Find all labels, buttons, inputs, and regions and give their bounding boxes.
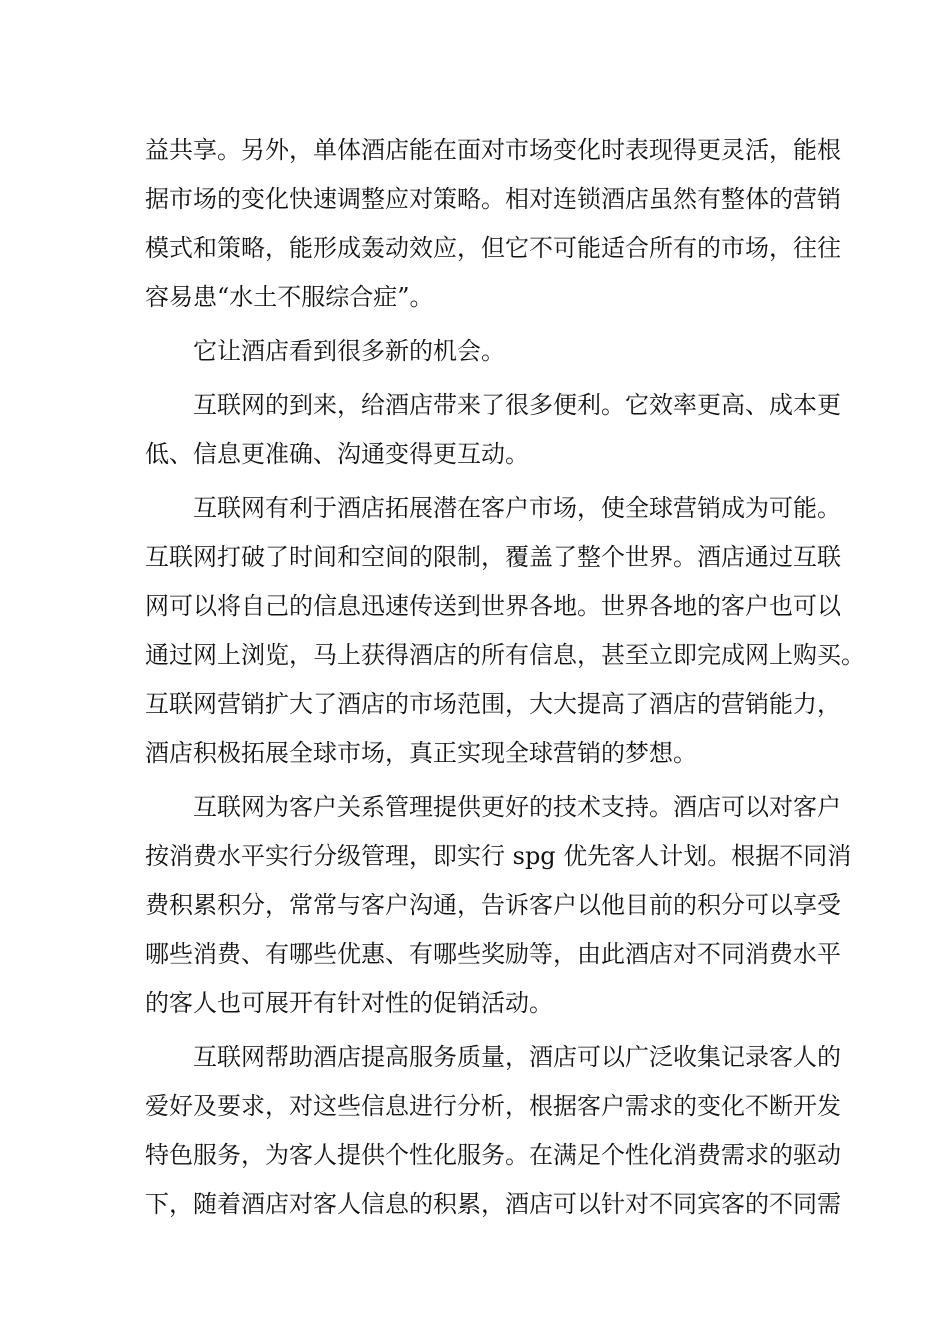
text-line: 的客人也可展开有针对性的促销活动。	[145, 989, 553, 1017]
text-line: 益共享。另外，单体酒店能在面对市场变化时表现得更灵活，能根	[145, 136, 841, 164]
text-line: 低、信息更准确、沟通变得更互动。	[145, 440, 529, 468]
text-line: 互联网有利于酒店拓展潜在客户市场，使全球营销成为可能。	[193, 494, 841, 522]
paragraph	[145, 783, 852, 1028]
document-body	[145, 126, 865, 1229]
text-line: 爱好及要求，对这些信息进行分析，根据客户需求的变化不断开发	[145, 1092, 841, 1120]
text-line: 特色服务，为客人提供个性化服务。在满足个性化消费需求的驱动	[145, 1141, 841, 1169]
paragraph-continuation	[145, 126, 841, 322]
text-line: 互联网营销扩大了酒店的市场范围，大大提高了酒店的营销能力，	[145, 690, 841, 718]
text-line: 通过网上浏览，马上获得酒店的所有信息，甚至立即完成网上购买。	[145, 641, 865, 669]
text-line: 互联网的到来，给酒店带来了很多便利。它效率更高、成本更	[193, 391, 841, 419]
text-line: 据市场的变化快速调整应对策略。相对连锁酒店虽然有整体的营销	[145, 185, 841, 213]
text-line: 网可以将自己的信息迅速传送到世界各地。世界各地的客户也可以	[145, 592, 841, 620]
text-line: 它让酒店看到很多新的机会。	[193, 337, 505, 365]
paragraph	[145, 1033, 841, 1229]
text-line: 费积累积分，常常与客户沟通，告诉客户以他目前的积分可以享受	[145, 891, 841, 919]
text-line: 模式和策略，能形成轰动效应，但它不可能适合所有的市场，往往	[145, 234, 841, 262]
text-line: 按消费水平实行分级管理，即实行 spg 优先客人计划。根据不同消	[145, 842, 852, 870]
text-line: 酒店积极拓展全球市场，真正实现全球营销的梦想。	[145, 739, 697, 767]
text-line: 互联网帮助酒店提高服务质量，酒店可以广泛收集记录客人的	[193, 1043, 841, 1071]
text-line: 哪些消费、有哪些优惠、有哪些奖励等，由此酒店对不同消费水平	[145, 940, 841, 968]
paragraph	[145, 327, 825, 376]
paragraph	[145, 484, 865, 778]
text-line: 互联网打破了时间和空间的限制，覆盖了整个世界。酒店通过互联	[145, 543, 841, 571]
paragraph	[145, 381, 841, 479]
text-line: 互联网为客户关系管理提供更好的技术支持。酒店可以对客户	[193, 793, 841, 821]
text-line: 容易患“水土不服综合症”。	[145, 283, 434, 311]
text-line: 下，随着酒店对客人信息的积累，酒店可以针对不同宾客的不同需	[145, 1190, 841, 1218]
